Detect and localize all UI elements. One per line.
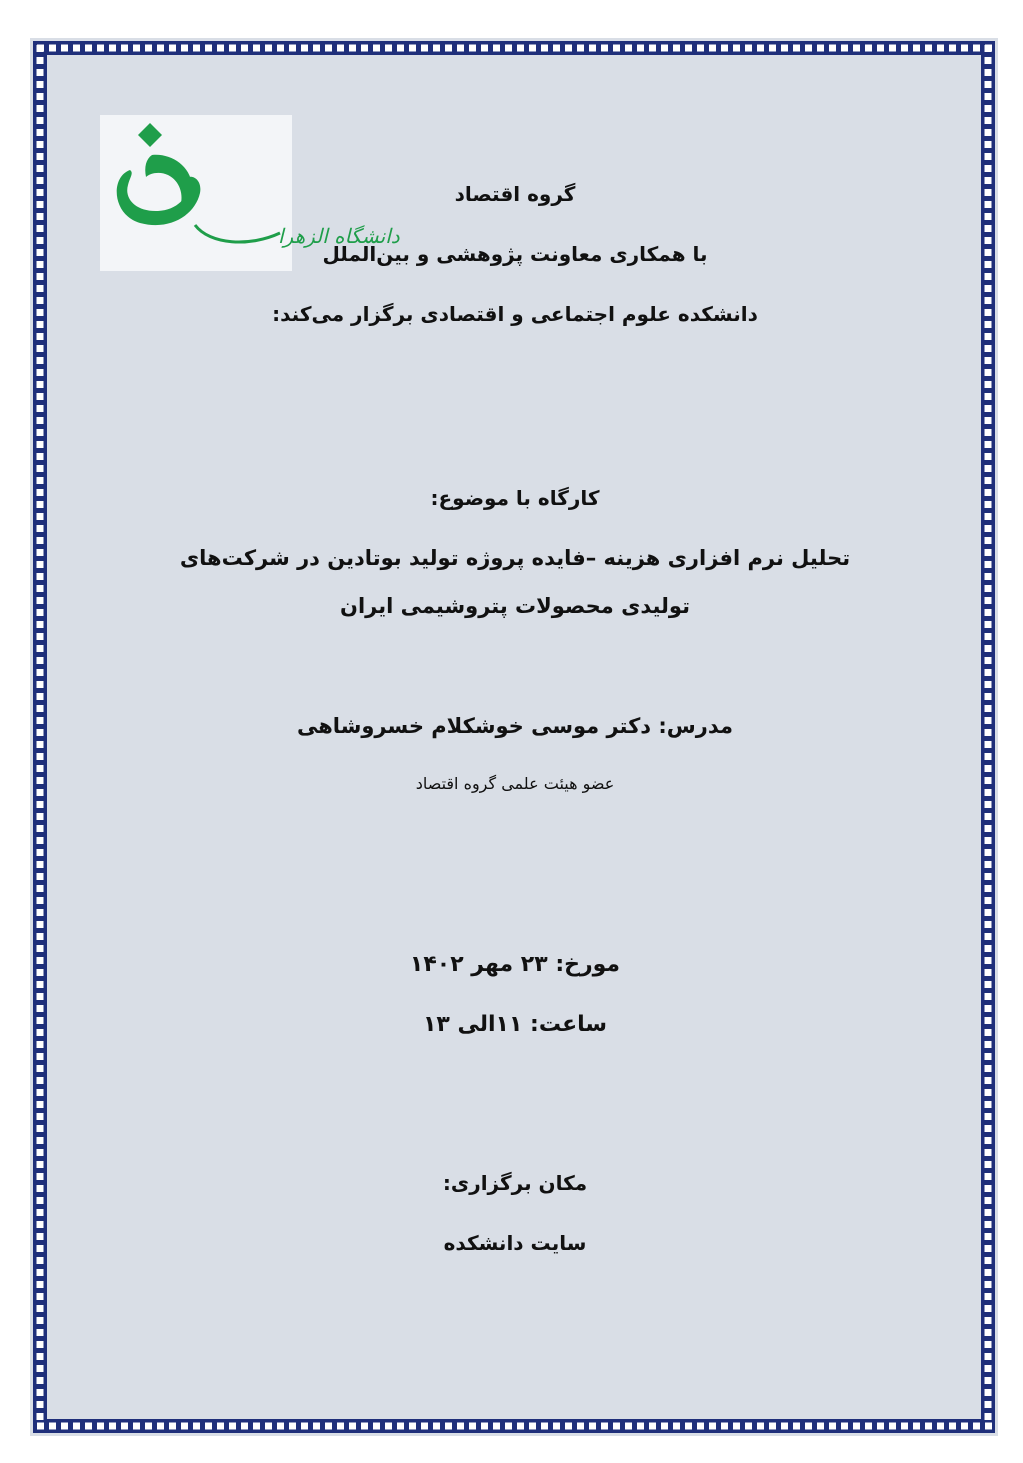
instructor-position: عضو هیئت علمی گروه اقتصاد (415, 774, 615, 793)
venue-label: مکان برگزاری: (442, 1171, 588, 1195)
time-line: ساعت: ۱۱الی ۱۳ (422, 1012, 608, 1037)
workshop-subject-label: کارگاه با موضوع: (430, 486, 600, 510)
header-line-3: دانشکده علوم اجتماعی و اقتصادی برگزار می‌کند: (272, 302, 758, 326)
instructor-line: مدرس: دکتر موسی خوشکلام خسروشاهی (297, 714, 733, 738)
date-line: مورخ: ۲۳ مهر ۱۴۰۲ (409, 952, 621, 977)
logo-text: دانشگاه الزهرا (278, 224, 400, 248)
workshop-title-line-2: تولیدی محصولات پتروشیمی ایران (340, 594, 690, 618)
header-line-1: گروه اقتصاد (454, 182, 576, 206)
header-line-2: با همکاری معاونت پژوهشی و بین‌الملل (322, 242, 708, 266)
workshop-title-line-1: تحلیل نرم افزاری هزینه –فایده پروژه تولید بوتادین در شرکت‌های (179, 546, 851, 570)
venue-place: سایت دانشکده (443, 1231, 587, 1255)
